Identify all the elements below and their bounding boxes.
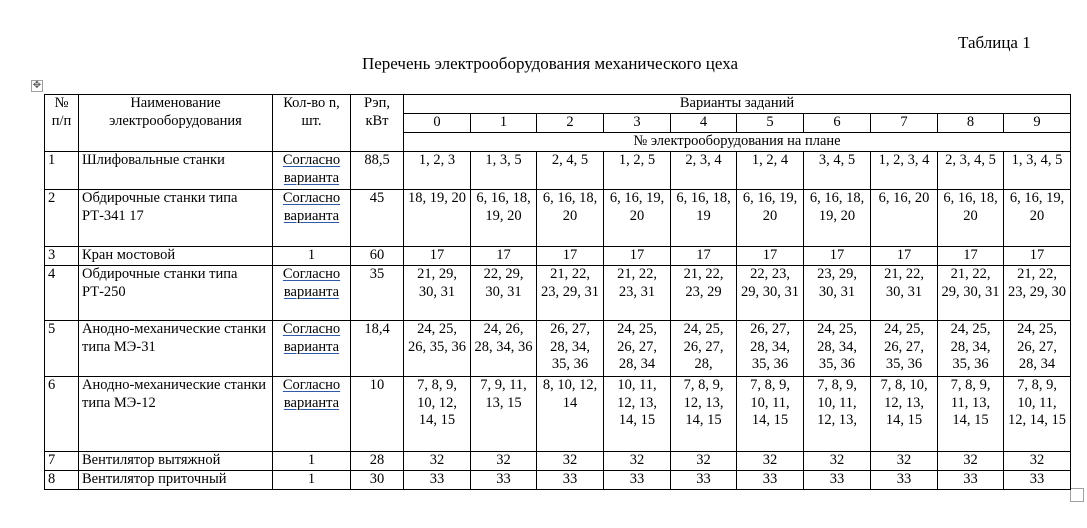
row-variant-2 <box>537 266 604 321</box>
row-variant-7 <box>871 377 938 452</box>
row-variant-2 <box>537 377 604 452</box>
row-variant-3 <box>604 266 671 321</box>
row-num-text: 3 <box>48 247 56 263</box>
row-variant-5 <box>737 152 804 190</box>
row-variant-1-text: 7, 9, 11, 13, 15 <box>480 377 527 411</box>
row-variant-4-text: 33 <box>696 471 711 487</box>
row-num <box>45 452 79 471</box>
row-variant-7-text: 33 <box>896 471 912 487</box>
row-variant-3 <box>604 247 671 266</box>
row-variant-2-text: 8, 10, 12, 14 <box>542 377 598 411</box>
row-variant-0 <box>404 471 471 490</box>
row-variant-1-text: 6, 16, 18, 19, 20 <box>476 190 531 224</box>
row-variant-5-text: 7, 8, 9, 10, 11, 14, 15 <box>750 377 790 428</box>
row-variant-7-text: 1, 2, 3, 4 <box>878 152 930 168</box>
row-variant-2-text: 21, 22, 23, 29, 31 <box>541 266 599 300</box>
row-variant-4 <box>671 152 737 190</box>
row-variant-3 <box>604 452 671 471</box>
row-variant-0-text: 17 <box>429 247 445 263</box>
row-num-text: 5 <box>48 321 56 337</box>
row-variant-7 <box>871 190 938 247</box>
row-variant-0-text: 24, 25, 26, 35, 36 <box>408 321 466 355</box>
header-variant-0: 0 <box>404 114 471 133</box>
row-variant-3-text: 6, 16, 19, 20 <box>609 190 665 224</box>
row-qty <box>273 321 351 377</box>
row-variant-8-text: 7, 8, 9, 11, 13, 14, 15 <box>950 377 991 428</box>
row-variant-9-text: 17 <box>1029 247 1045 263</box>
table-row <box>45 247 1071 266</box>
row-variant-1-text: 22, 29, 30, 31 <box>483 266 524 300</box>
row-variant-6-text: 32 <box>829 452 845 468</box>
row-variant-4 <box>671 247 737 266</box>
row-variant-4-text: 2, 3, 4 <box>685 152 722 168</box>
row-variant-5-text: 17 <box>762 247 778 263</box>
row-qty-link[interactable]: Согласно варианта <box>282 377 341 411</box>
row-name <box>79 321 273 377</box>
row-variant-8-text: 32 <box>963 452 978 468</box>
row-variant-0-text: 7, 8, 9, 10, 12, 14, 15 <box>417 377 457 428</box>
row-variant-8-text: 17 <box>963 247 978 263</box>
header-variant-9: 9 <box>1004 114 1071 133</box>
row-variant-5-text: 1, 2, 4 <box>751 152 789 168</box>
row-variant-4-text: 21, 22, 23, 29 <box>683 266 724 300</box>
row-variant-7 <box>871 321 938 377</box>
row-num <box>45 471 79 490</box>
row-variant-9-text: 1, 3, 4, 5 <box>1011 152 1063 168</box>
row-num-text: 8 <box>48 471 56 487</box>
row-variant-1 <box>471 471 537 490</box>
row-qty <box>273 266 351 321</box>
row-variant-2 <box>537 152 604 190</box>
row-variant-5-text: 26, 27, 28, 34, 35, 36 <box>750 321 790 372</box>
header-variant-2: 2 <box>537 114 604 133</box>
row-variant-3-text: 21, 22, 23, 31 <box>617 266 657 300</box>
row-variant-9 <box>1004 377 1071 452</box>
row-variant-4 <box>671 452 737 471</box>
row-variant-3-text: 33 <box>629 471 645 487</box>
row-power <box>351 321 404 377</box>
row-variant-2-text: 26, 27, 28, 34, 35, 36 <box>550 321 590 372</box>
row-qty-text: 1 <box>307 247 316 263</box>
equipment-table <box>44 94 1071 490</box>
header-variant-6: 6 <box>804 114 871 133</box>
row-qty <box>273 377 351 452</box>
row-num-text: 4 <box>48 266 56 282</box>
row-name <box>79 190 273 247</box>
row-variant-3 <box>604 152 671 190</box>
row-variant-4 <box>671 321 737 377</box>
row-variant-8-text: 33 <box>963 471 978 487</box>
row-variant-9-text: 32 <box>1029 452 1045 468</box>
row-power <box>351 247 404 266</box>
row-variant-6 <box>804 471 871 490</box>
row-variant-7 <box>871 247 938 266</box>
row-num-text: 7 <box>48 452 56 468</box>
row-variant-8 <box>938 247 1004 266</box>
row-variant-7-text: 17 <box>896 247 912 263</box>
header-variant-3: 3 <box>604 114 671 133</box>
header-row-variants <box>45 95 1071 114</box>
row-variant-6 <box>804 152 871 190</box>
row-variant-8-text: 6, 16, 18, 20 <box>943 190 998 224</box>
row-variant-6 <box>804 321 871 377</box>
row-variant-7 <box>871 471 938 490</box>
row-variant-2 <box>537 471 604 490</box>
row-variant-1 <box>471 190 537 247</box>
row-num <box>45 321 79 377</box>
row-name-text: Вентилятор вытяжной <box>82 452 221 468</box>
header-variants: Варианты заданий <box>404 95 1071 114</box>
row-variant-1 <box>471 377 537 452</box>
row-variant-7-text: 21, 22, 30, 31 <box>884 266 924 300</box>
row-name <box>79 266 273 321</box>
row-variant-6-text: 24, 25, 28, 34, 35, 36 <box>817 321 857 372</box>
row-variant-7 <box>871 452 938 471</box>
row-variant-9-text: 7, 8, 9, 10, 11, 12, 14, 15 <box>1008 377 1066 428</box>
row-variant-6-text: 33 <box>829 471 845 487</box>
row-variant-5 <box>737 247 804 266</box>
row-variant-7 <box>871 266 938 321</box>
row-name-text: Кран мостовой <box>82 247 176 263</box>
header-qty: Кол-во n, шт. <box>273 95 351 152</box>
row-name-text: Шлифовальные станки <box>82 152 225 168</box>
row-num-text: 6 <box>48 377 56 393</box>
row-qty-link[interactable]: Согласно варианта <box>282 266 341 300</box>
row-variant-4-text: 7, 8, 9, 12, 13, 14, 15 <box>683 377 724 428</box>
row-variant-8 <box>938 190 1004 247</box>
row-power-text: 45 <box>369 190 385 206</box>
row-variant-0 <box>404 452 471 471</box>
row-variant-3-text: 1, 2, 5 <box>618 152 656 168</box>
row-variant-6-text: 17 <box>829 247 845 263</box>
header-variant-8: 8 <box>938 114 1004 133</box>
row-variant-8 <box>938 471 1004 490</box>
header-plan-numbers: № электрооборудования на плане <box>404 133 1071 152</box>
row-power <box>351 452 404 471</box>
row-qty <box>273 152 351 190</box>
row-qty <box>273 190 351 247</box>
row-variant-1 <box>471 266 537 321</box>
row-variant-5 <box>737 321 804 377</box>
row-variant-9-text: 33 <box>1029 471 1045 487</box>
row-qty <box>273 471 351 490</box>
row-variant-9-text: 24, 25, 26, 27, 28, 34 <box>1017 321 1057 372</box>
row-variant-0 <box>404 377 471 452</box>
header-variant-7: 7 <box>871 114 938 133</box>
row-variant-0 <box>404 321 471 377</box>
row-variant-6-text: 23, 29, 30, 31 <box>817 266 857 300</box>
row-qty-text: 1 <box>307 471 316 487</box>
table-resize-icon[interactable] <box>1070 488 1084 502</box>
row-variant-3 <box>604 190 671 247</box>
row-variant-5-text: 6, 16, 19, 20 <box>742 190 798 224</box>
row-power-text: 18,4 <box>364 321 390 337</box>
row-name-text: Вентилятор приточный <box>82 471 227 487</box>
row-variant-2 <box>537 321 604 377</box>
row-qty-link[interactable]: Согласно варианта <box>282 321 341 355</box>
row-variant-1-text: 32 <box>496 452 511 468</box>
row-name <box>79 377 273 452</box>
row-variant-1 <box>471 247 537 266</box>
row-variant-2 <box>537 190 604 247</box>
row-variant-0-text: 21, 29, 30, 31 <box>417 266 457 300</box>
table-row <box>45 377 1071 452</box>
row-variant-8-text: 2, 3, 4, 5 <box>945 152 996 168</box>
row-name <box>79 247 273 266</box>
row-variant-4 <box>671 377 737 452</box>
row-num <box>45 377 79 452</box>
row-variant-6 <box>804 377 871 452</box>
row-variant-8 <box>938 321 1004 377</box>
row-variant-3-text: 24, 25, 26, 27, 28, 34 <box>617 321 657 372</box>
row-variant-0 <box>404 266 471 321</box>
row-variant-5-text: 22, 23, 29, 30, 31 <box>741 266 799 300</box>
row-power-text: 30 <box>369 471 385 487</box>
row-variant-6 <box>804 247 871 266</box>
row-power-text: 88,5 <box>364 152 390 168</box>
row-variant-6 <box>804 266 871 321</box>
row-variant-9 <box>1004 321 1071 377</box>
table-label: Таблица 1 <box>958 33 1031 52</box>
row-variant-1 <box>471 452 537 471</box>
table-row <box>45 266 1071 321</box>
row-variant-1-text: 1, 3, 5 <box>485 152 522 168</box>
table-row <box>45 152 1071 190</box>
row-variant-7-text: 7, 8, 10, 12, 13, 14, 15 <box>880 377 928 428</box>
row-variant-6 <box>804 452 871 471</box>
row-variant-0 <box>404 190 471 247</box>
row-variant-4-text: 32 <box>696 452 711 468</box>
row-variant-9-text: 6, 16, 19, 20 <box>1009 190 1065 224</box>
row-power <box>351 266 404 321</box>
row-variant-0 <box>404 152 471 190</box>
move-arrows-icon[interactable]: ✥ <box>32 80 42 91</box>
row-name-text: Анодно-механические станки типа МЭ-12 <box>82 377 267 411</box>
row-variant-2-text: 6, 16, 18, 20 <box>542 190 598 224</box>
table-row <box>45 321 1071 377</box>
row-variant-9 <box>1004 152 1071 190</box>
row-variant-8 <box>938 377 1004 452</box>
row-variant-9 <box>1004 471 1071 490</box>
row-variant-7-text: 32 <box>896 452 912 468</box>
row-variant-4 <box>671 266 737 321</box>
header-variant-1: 1 <box>471 114 537 133</box>
row-variant-1-text: 24, 26, 28, 34, 36 <box>474 321 533 355</box>
table-title: Перечень электрооборудования механического цеха <box>361 54 739 73</box>
row-variant-9 <box>1004 266 1071 321</box>
row-variant-8-text: 21, 22, 29, 30, 31 <box>941 266 1000 300</box>
row-variant-3-text: 10, 11, 12, 13, 14, 15 <box>617 377 657 428</box>
row-variant-3 <box>604 471 671 490</box>
row-variant-6-text: 7, 8, 9, 10, 11, 12, 13, <box>817 377 857 428</box>
row-variant-0-text: 1, 2, 3 <box>418 152 456 168</box>
row-qty-text: 1 <box>307 452 316 468</box>
row-variant-4 <box>671 471 737 490</box>
row-variant-4-text: 6, 16, 18, 19 <box>676 190 731 224</box>
row-power-text: 28 <box>369 452 385 468</box>
row-variant-9 <box>1004 190 1071 247</box>
row-variant-4 <box>671 190 737 247</box>
row-variant-0-text: 33 <box>429 471 445 487</box>
header-variant-5: 5 <box>737 114 804 133</box>
row-name <box>79 452 273 471</box>
header-variant-4: 4 <box>671 114 737 133</box>
row-qty-link[interactable]: Согласно варианта <box>282 190 341 224</box>
row-qty-link[interactable]: Согласно варианта <box>282 152 341 186</box>
row-qty <box>273 247 351 266</box>
row-variant-9-text: 21, 22, 23, 29, 30 <box>1008 266 1066 300</box>
row-power <box>351 471 404 490</box>
row-variant-3 <box>604 321 671 377</box>
row-qty <box>273 452 351 471</box>
row-power <box>351 152 404 190</box>
row-name-text: Обдирочные станки типа РТ-341 17 <box>82 190 238 224</box>
row-variant-6 <box>804 190 871 247</box>
row-variant-8 <box>938 452 1004 471</box>
row-num <box>45 190 79 247</box>
row-variant-8 <box>938 152 1004 190</box>
row-power-text: 60 <box>369 247 385 263</box>
row-variant-7 <box>871 152 938 190</box>
row-variant-3-text: 32 <box>629 452 645 468</box>
row-variant-2-text: 33 <box>562 471 578 487</box>
header-num: № п/п <box>45 95 79 152</box>
row-variant-3 <box>604 377 671 452</box>
row-variant-5 <box>737 452 804 471</box>
row-variant-1 <box>471 152 537 190</box>
row-name-text: Обдирочные станки типа РТ-250 <box>82 266 238 300</box>
row-variant-8 <box>938 266 1004 321</box>
table-row <box>45 471 1071 490</box>
row-variant-4-text: 24, 25, 26, 27, 28, <box>683 321 724 372</box>
row-variant-9 <box>1004 247 1071 266</box>
row-variant-1-text: 17 <box>496 247 511 263</box>
row-power <box>351 190 404 247</box>
row-variant-5 <box>737 190 804 247</box>
table-row <box>45 190 1071 247</box>
row-variant-3-text: 17 <box>629 247 645 263</box>
row-name <box>79 152 273 190</box>
row-name-text: Анодно-механические станки типа МЭ-31 <box>82 321 267 355</box>
row-variant-2-text: 17 <box>562 247 578 263</box>
header-name: Наименование электрооборудования <box>79 95 273 152</box>
row-variant-4-text: 17 <box>696 247 711 263</box>
row-variant-1 <box>471 321 537 377</box>
row-num-text: 1 <box>48 152 56 168</box>
row-variant-5 <box>737 471 804 490</box>
row-variant-7-text: 6, 16, 20 <box>878 190 930 206</box>
row-variant-2-text: 2, 4, 5 <box>551 152 589 168</box>
table-row <box>45 452 1071 471</box>
row-variant-1-text: 33 <box>496 471 511 487</box>
row-variant-2 <box>537 247 604 266</box>
row-power <box>351 377 404 452</box>
row-num <box>45 152 79 190</box>
row-num <box>45 266 79 321</box>
row-variant-5 <box>737 266 804 321</box>
row-variant-5-text: 32 <box>762 452 778 468</box>
row-name <box>79 471 273 490</box>
row-variant-7-text: 24, 25, 26, 27, 35, 36 <box>884 321 924 372</box>
row-num-text: 2 <box>48 190 56 206</box>
row-variant-2 <box>537 452 604 471</box>
row-power-text: 10 <box>369 377 385 393</box>
row-variant-6-text: 6, 16, 18, 19, 20 <box>809 190 865 224</box>
row-variant-2-text: 32 <box>562 452 578 468</box>
row-variant-5 <box>737 377 804 452</box>
row-power-text: 35 <box>369 266 385 282</box>
row-variant-0 <box>404 247 471 266</box>
row-variant-6-text: 3, 4, 5 <box>818 152 856 168</box>
row-num <box>45 247 79 266</box>
row-variant-0-text: 18, 19, 20 <box>408 190 466 206</box>
row-variant-9 <box>1004 452 1071 471</box>
row-variant-8-text: 24, 25, 28, 34, 35, 36 <box>950 321 991 372</box>
header-power: Рэп, кВт <box>351 95 404 152</box>
row-variant-5-text: 33 <box>762 471 778 487</box>
row-variant-0-text: 32 <box>429 452 445 468</box>
